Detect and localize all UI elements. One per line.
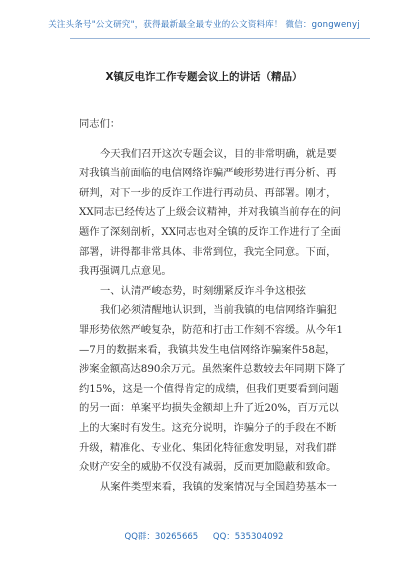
qq-group-link[interactable]: QQ群：30265665 — [124, 532, 199, 542]
paragraph-line: 涉案金额高达890余万元。虽然案件总数较去年同期下降了 — [79, 363, 346, 376]
paragraph-line: 今天我们召开这次专题会议，目的非常明确，就是要 — [100, 147, 337, 160]
header-divider — [70, 38, 370, 39]
qq-contact-link[interactable]: QQ：535304092 — [212, 532, 284, 542]
header-banner: 关注头条号"公文研究"，获得最新最全最专业的公文资料库！ 微信：gongwenyj — [48, 20, 360, 30]
paragraph-line: 升级，精准化、专业化、集团化特征愈发明显，对我们群 — [79, 441, 337, 454]
section-heading: 一、认清严峻态势，时刻绷紧反诈斗争这根弦 — [100, 284, 306, 297]
paragraph-line: 上的大案时有发生。这充分说明，诈骗分子的手段在不断 — [79, 421, 337, 434]
paragraph-line: 对我镇当前面临的电信网络诈骗严峻形势进行再分析、再 — [79, 167, 337, 180]
paragraph-line: 研判，对下一步的反诈工作进行再动员、再部署。刚才， — [79, 186, 337, 199]
paragraph-line: 部署，讲得都非常具体、非常到位，我完全同意。下面， — [79, 245, 337, 258]
paragraph-line: —7月的数据来看，我镇共发生电信网络诈骗案件58起， — [79, 343, 336, 356]
paragraph-line: 众财产安全的威胁不仅没有减弱，反而更加隐蔽和致命。 — [79, 461, 337, 474]
footer-contact — [0, 530, 408, 542]
salutation: 同志们： — [79, 118, 121, 130]
paragraph-line: 我再强调几点意见。 — [79, 265, 172, 278]
paragraph-line: 从案件类型来看，我镇的发案情况与全国趋势基本一 — [100, 480, 337, 493]
paragraph-line: 罪形势依然严峻复杂，防范和打击工作刻不容缓。从今年1 — [79, 323, 343, 336]
paragraph-line: 约15%，这是一个值得肯定的成绩，但我们更要看到问题 — [79, 382, 339, 395]
paragraph-line: 的另一面：单案平均损失金额却上升了近20%，百万元以 — [79, 402, 339, 415]
paragraph-line: 我们必须清醒地认识到，当前我镇的电信网络诈骗犯 — [100, 304, 337, 317]
document-body — [79, 115, 354, 497]
paragraph-line: XX同志已经传达了上级会议精神，并对我镇当前存在的问 — [79, 206, 341, 219]
document-title: X镇反电诈工作专题会议上的讲话（精品） — [105, 71, 303, 83]
paragraph-line: 题作了深刻剖析，XX同志也对全镇的反诈工作进行了全面 — [79, 225, 341, 238]
